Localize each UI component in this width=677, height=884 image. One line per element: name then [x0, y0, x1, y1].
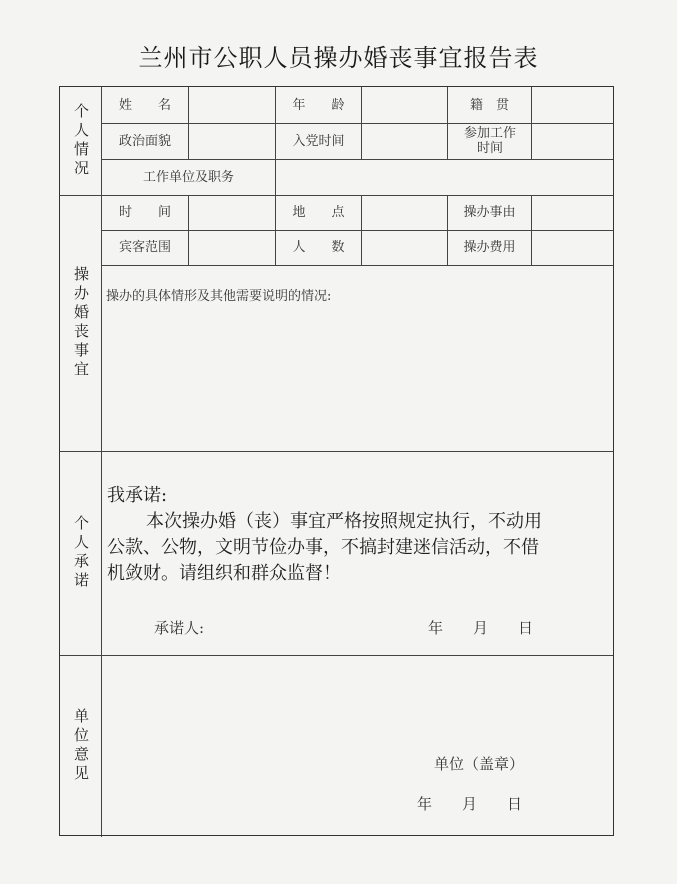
- form-title: 兰州市公职人员操办婚丧事宜报告表: [138, 44, 539, 72]
- event-reason-field[interactable]: [532, 195, 613, 230]
- section-unit-opinion: [60, 655, 102, 837]
- headcount-label: 人 数: [292, 240, 345, 255]
- section-pledge-label: 个人承诺: [72, 515, 90, 591]
- pledge-line-1: 本次操办婚（丧）事宜严格按照规定执行，不动用: [146, 511, 542, 532]
- party-join-time-field[interactable]: [362, 123, 447, 159]
- employer-position-label: 工作单位及职务: [142, 169, 234, 185]
- time-label: 时 间: [118, 205, 171, 220]
- unit-seal-label: 单位（盖章）: [434, 755, 525, 773]
- unit-date-label: 年 月 日: [417, 795, 523, 813]
- details-field[interactable]: [102, 305, 612, 450]
- hometown-label: 籍 贯: [469, 97, 509, 113]
- event-cost-label: 操办费用: [463, 240, 516, 255]
- pledge-line-2: 公款、公物，文明节俭办事，不搞封建迷信活动，不借: [107, 537, 539, 558]
- guest-scope-label: 宾客范围: [118, 240, 171, 255]
- section-pledge: [60, 451, 102, 655]
- section-unit-opinion-label: 单位意见: [72, 708, 90, 784]
- employer-position-field[interactable]: [276, 159, 613, 195]
- party-join-time-label: 入党时间: [292, 133, 345, 149]
- pledge-signer-label: 承诺人:: [154, 619, 205, 637]
- political-status-label: 政治面貌: [118, 133, 171, 149]
- section-personal-info: [60, 87, 102, 195]
- section-event: [60, 195, 102, 451]
- guest-scope-field[interactable]: [189, 230, 275, 265]
- pledge-line-3: 机敛财。请组织和群众监督！: [107, 563, 341, 584]
- hometown-field[interactable]: [532, 87, 613, 123]
- pledge-date-label: 年 月 日: [428, 619, 534, 637]
- event-reason-label: 操办事由: [463, 205, 516, 220]
- headcount-field[interactable]: [362, 230, 447, 265]
- location-label: 地 点: [292, 205, 345, 220]
- name-field[interactable]: [189, 87, 275, 123]
- details-prompt: 操办的具体情形及其他需要说明的情况:: [106, 289, 332, 304]
- event-cost-field[interactable]: [532, 230, 613, 265]
- section-personal-info-label: 个人情况: [72, 103, 90, 179]
- age-label: 年 龄: [292, 97, 345, 113]
- work-start-time-label: 参加工作时间: [463, 126, 516, 156]
- political-status-field[interactable]: [189, 123, 275, 159]
- time-field[interactable]: [189, 195, 275, 230]
- age-field[interactable]: [362, 87, 447, 123]
- pledge-heading: 我承诺:: [107, 485, 168, 506]
- location-field[interactable]: [362, 195, 447, 230]
- name-label: 姓 名: [118, 97, 171, 113]
- work-start-time-field[interactable]: [532, 123, 613, 159]
- section-event-label: 操办婚丧事宜: [72, 266, 90, 380]
- report-form: [59, 86, 614, 836]
